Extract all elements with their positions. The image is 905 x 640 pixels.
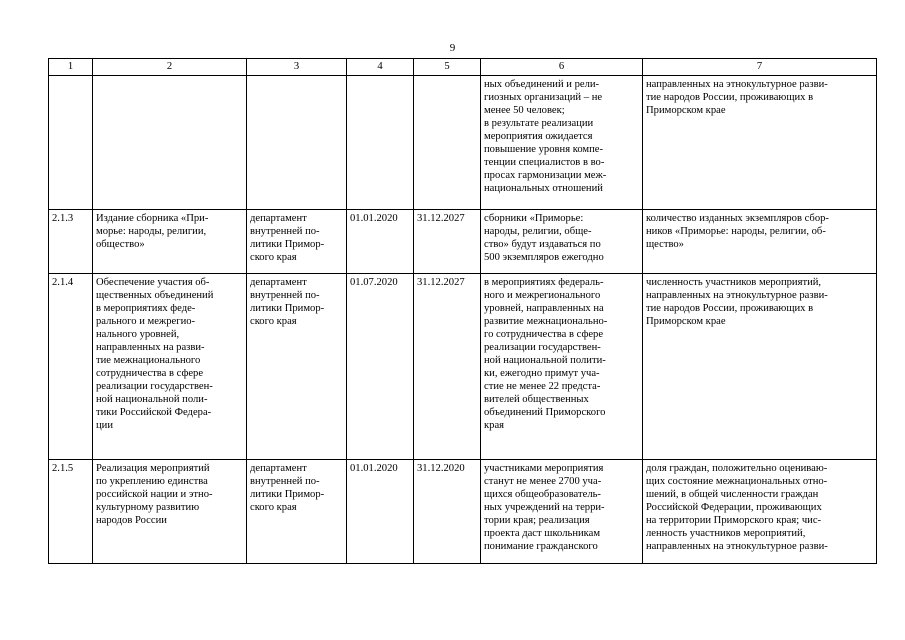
cell-expected-result: ных объединений и рели- гиозных организаций – не менее 50 человек; в результате реализации мероприятия ожидается повышение уровня компе- тенции специалистов в во- просах гармонизации меж- национальных отношений	[481, 76, 643, 210]
cell-activity-name	[93, 76, 247, 210]
cell-executor: департамент внутренней по- литики Примор- ского края	[247, 210, 347, 274]
column-header-4: 4	[347, 59, 414, 76]
cell-start-date: 01.01.2020	[347, 210, 414, 274]
cell-activity-name: Издание сборника «При- морье: народы, религии, общество»	[93, 210, 247, 274]
cell-start-date	[347, 76, 414, 210]
cell-indicator: доля граждан, положительно оцениваю- щих состояние межнациональных отно- шений, в общей численности граждан Российской Федерации, проживающих на территории Приморского края; чис- ленность участников мероприятий, направленных на этнокультурное разви-	[643, 460, 877, 564]
column-header-5: 5	[414, 59, 481, 76]
cell-end-date: 31.12.2027	[414, 210, 481, 274]
cell-end-date: 31.12.2027	[414, 274, 481, 460]
cell-expected-result: участниками мероприятия станут не менее 2700 уча- щихся общеобразователь- ных учреждений на терри- тории края; реализация проекта даст школьникам понимание гражданского	[481, 460, 643, 564]
column-header-7: 7	[643, 59, 877, 76]
cell-indicator: численность участников мероприятий, направленных на этнокультурное разви- тие народов России, проживающих в Приморском крае	[643, 274, 877, 460]
table-row	[49, 76, 877, 210]
table-row	[49, 274, 877, 460]
column-header-3: 3	[247, 59, 347, 76]
program-table	[48, 58, 877, 564]
cell-number: 2.1.5	[49, 460, 93, 564]
cell-start-date: 01.07.2020	[347, 274, 414, 460]
cell-indicator: направленных на этнокультурное разви- тие народов России, проживающих в Приморском крае	[643, 76, 877, 210]
column-header-6: 6	[481, 59, 643, 76]
page-number: 9	[449, 42, 456, 54]
cell-expected-result: сборники «Приморье: народы, религии, обще- ство» будут издаваться по 500 экземпляров ежегодно	[481, 210, 643, 274]
cell-start-date: 01.01.2020	[347, 460, 414, 564]
cell-executor: департамент внутренней по- литики Примор- ского края	[247, 274, 347, 460]
cell-expected-result: в мероприятиях федераль- ного и межрегионального уровней, направленных на развитие межнационально- го сотрудничества в сфере реализации государствен- ной национальной полити- ки, ежегодно примут уча- стие не менее 22 предста- вителей общественных объединений Приморского края	[481, 274, 643, 460]
cell-executor	[247, 76, 347, 210]
cell-indicator: количество изданных экземпляров сбор- ников «Приморье: народы, религии, об- щество»	[643, 210, 877, 274]
cell-end-date: 31.12.2020	[414, 460, 481, 564]
cell-number	[49, 76, 93, 210]
cell-number: 2.1.3	[49, 210, 93, 274]
cell-end-date	[414, 76, 481, 210]
column-header-1: 1	[49, 59, 93, 76]
column-header-2: 2	[93, 59, 247, 76]
column-number-row	[49, 59, 877, 76]
cell-number: 2.1.4	[49, 274, 93, 460]
cell-executor: департамент внутренней по- литики Примор- ского края	[247, 460, 347, 564]
table-row	[49, 460, 877, 564]
table-row	[49, 210, 877, 274]
cell-activity-name: Обеспечение участия об- щественных объединений в мероприятиях феде- рального и межрегио- нального уровней, направленных на разви- тие межнационального сотрудничества в сфере реализации государствен- ной национальной поли- тики Российской Федера- ции	[93, 274, 247, 460]
cell-activity-name: Реализация мероприятий по укреплению единства российской нации и этно- культурному развитию народов России	[93, 460, 247, 564]
